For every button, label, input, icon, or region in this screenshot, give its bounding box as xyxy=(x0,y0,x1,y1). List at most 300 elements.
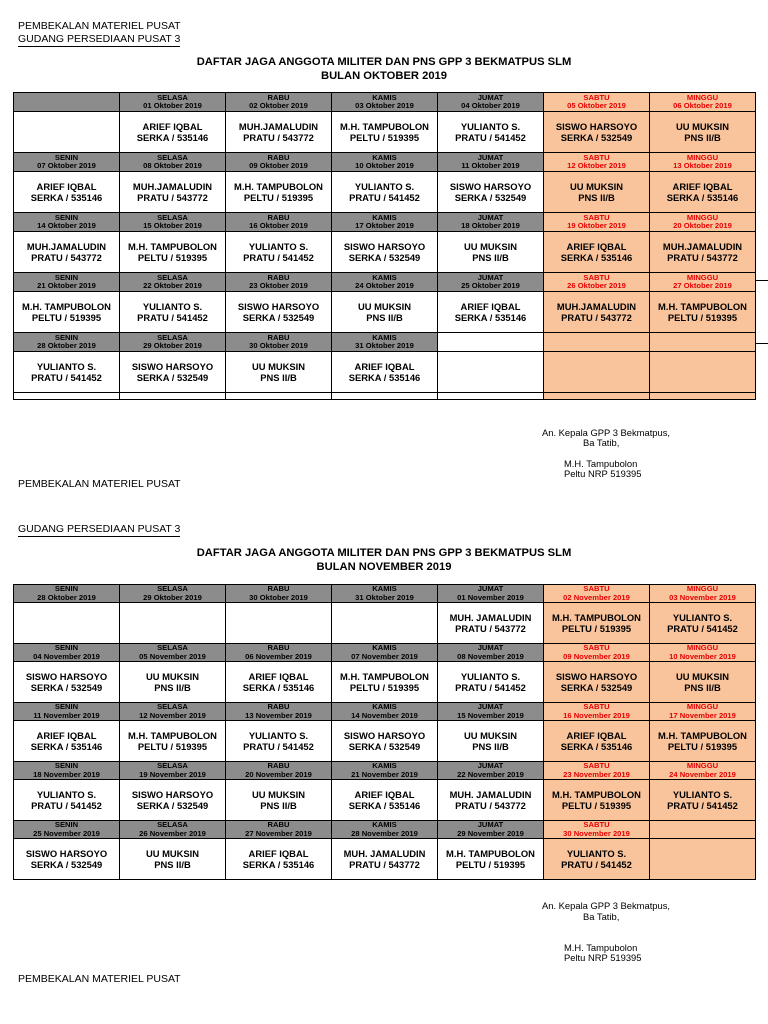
officer-rank-nrp: PELTU / 519395 xyxy=(243,192,314,203)
signature-nrp: Peltu NRP 519395 xyxy=(564,468,642,479)
day-date: 28 November 2019 xyxy=(351,828,418,838)
signature-nrp-2: Peltu NRP 519395 xyxy=(564,952,642,963)
duty-cell xyxy=(650,172,756,213)
officer-rank-nrp: PRATU / 541452 xyxy=(31,800,102,811)
officer-name: YULIANTO S. xyxy=(248,729,309,741)
day-header-cell xyxy=(14,153,120,172)
day-date: 30 Oktober 2019 xyxy=(249,341,308,350)
trailing-row xyxy=(14,393,756,400)
duty-cell xyxy=(14,839,120,880)
day-date: 01 Oktober 2019 xyxy=(143,101,202,110)
officer-name: M.H. TAMPUBOLON xyxy=(128,729,217,741)
officer-rank-nrp: PRATU / 543772 xyxy=(455,800,526,811)
day-date: 09 Oktober 2019 xyxy=(249,161,308,170)
duty-cell xyxy=(14,721,120,762)
day-name: SENIN xyxy=(54,152,79,162)
day-date: 23 November 2019 xyxy=(563,769,630,779)
officer-name: UU MUKSIN xyxy=(463,240,518,252)
november-roster-table xyxy=(13,584,756,880)
day-date: 24 November 2019 xyxy=(669,769,736,779)
day-date: 21 November 2019 xyxy=(351,769,418,779)
day-date: 07 November 2019 xyxy=(351,651,418,661)
day-name: MINGGU xyxy=(686,761,719,770)
empty-cell xyxy=(14,393,120,400)
day-name: SABTU xyxy=(583,92,610,102)
day-name: RABU xyxy=(267,332,290,342)
officer-name: YULIANTO S. xyxy=(672,611,733,623)
day-name: KAMIS xyxy=(372,92,397,102)
officer-name: MUH.JAMALUDIN xyxy=(132,180,213,192)
duty-cell xyxy=(650,662,756,703)
duty-cell xyxy=(226,352,332,393)
november-month: BULAN NOVEMBER 2019 xyxy=(316,561,452,573)
signature-title-2: An. Kepala GPP 3 Bekmatpus, xyxy=(542,900,671,911)
day-header-cell xyxy=(120,762,226,780)
day-date: 22 Oktober 2019 xyxy=(143,281,202,290)
duty-row xyxy=(14,721,756,762)
day-date: 04 Oktober 2019 xyxy=(461,101,520,110)
footer-org-2: PEMBEKALAN MATERIEL PUSAT xyxy=(18,973,181,985)
officer-name: MUH.JAMALUDIN xyxy=(556,300,637,312)
day-date: 28 Oktober 2019 xyxy=(37,341,96,350)
officer-rank-nrp: PELTU / 519395 xyxy=(667,741,738,752)
officer-name: ARIEF IQBAL xyxy=(248,847,309,859)
day-date: 25 Oktober 2019 xyxy=(461,281,520,290)
day-date: 08 Oktober 2019 xyxy=(143,161,202,170)
duty-cell xyxy=(120,721,226,762)
officer-name: M.H. TAMPUBOLON xyxy=(340,120,429,132)
duty-cell xyxy=(650,232,756,273)
officer-name: YULIANTO S. xyxy=(672,788,733,800)
day-header-cell xyxy=(332,93,438,112)
day-header-cell xyxy=(226,93,332,112)
officer-name: SISWO HARSOYO xyxy=(343,729,426,741)
officer-rank-nrp: PRATU / 543772 xyxy=(561,312,632,323)
day-name: KAMIS xyxy=(372,332,397,342)
november-title: DAFTAR JAGA ANGGOTA MILITER DAN PNS GPP 3 BEKMATPUS SLM xyxy=(196,547,572,559)
day-date: 09 November 2019 xyxy=(563,651,630,661)
officer-rank-nrp: SERKA / 532549 xyxy=(560,132,633,143)
day-date: 16 November 2019 xyxy=(563,710,630,720)
officer-rank-nrp: PELTU / 519395 xyxy=(667,312,738,323)
day-name: JUMAT xyxy=(477,212,504,222)
day-header-cell xyxy=(650,644,756,662)
officer-rank-nrp: PRATU / 541452 xyxy=(667,800,738,811)
day-date: 31 Oktober 2019 xyxy=(355,341,414,350)
officer-rank-nrp: PELTU / 519395 xyxy=(137,252,208,263)
day-date: 27 November 2019 xyxy=(245,828,312,838)
duty-cell xyxy=(650,292,756,333)
day-header-cell xyxy=(650,762,756,780)
officer-name: UU MUKSIN xyxy=(357,300,412,312)
day-name: KAMIS xyxy=(372,584,397,593)
day-name: JUMAT xyxy=(477,92,504,102)
duty-cell xyxy=(332,112,438,153)
duty-cell xyxy=(438,662,544,703)
day-date: 03 Oktober 2019 xyxy=(355,101,414,110)
day-date: 17 November 2019 xyxy=(669,710,736,720)
officer-rank-nrp: SERKA / 535146 xyxy=(560,741,633,752)
day-date: 22 November 2019 xyxy=(457,769,524,779)
day-header-cell xyxy=(120,585,226,603)
day-header-row xyxy=(14,153,756,172)
duty-cell xyxy=(120,839,226,880)
duty-cell xyxy=(332,232,438,273)
officer-name: UU MUKSIN xyxy=(251,360,306,372)
duty-cell xyxy=(332,172,438,213)
officer-rank-nrp: SERKA / 535146 xyxy=(30,192,103,203)
day-date: 08 November 2019 xyxy=(457,651,524,661)
officer-rank-nrp: SERKA / 532549 xyxy=(560,682,633,693)
officer-name: SISWO HARSOYO xyxy=(237,300,320,312)
duty-cell xyxy=(544,780,650,821)
day-header-cell xyxy=(120,213,226,232)
day-header-row xyxy=(14,703,756,721)
officer-name: SISWO HARSOYO xyxy=(449,180,532,192)
day-header-cell xyxy=(120,273,226,292)
officer-name: UU MUKSIN xyxy=(251,788,306,800)
day-date: 10 November 2019 xyxy=(669,651,736,661)
officer-name: M.H. TAMPUBOLON xyxy=(128,240,217,252)
officer-rank-nrp: PRATU / 541452 xyxy=(31,372,102,383)
duty-cell xyxy=(650,352,756,393)
officer-name: ARIEF IQBAL xyxy=(354,788,415,800)
day-name: MINGGU xyxy=(686,272,719,282)
day-name: RABU xyxy=(267,584,290,593)
duty-cell xyxy=(544,292,650,333)
officer-rank-nrp: SERKA / 535146 xyxy=(454,312,527,323)
officer-name: SISWO HARSOYO xyxy=(25,847,108,859)
officer-rank-nrp: PELTU / 519395 xyxy=(455,859,526,870)
duty-cell xyxy=(226,780,332,821)
day-date: 01 November 2019 xyxy=(457,592,524,602)
officer-rank-nrp: SERKA / 535146 xyxy=(136,132,209,143)
duty-cell xyxy=(544,721,650,762)
officer-name: M.H. TAMPUBOLON xyxy=(22,300,111,312)
day-name: JUMAT xyxy=(477,761,504,770)
footer-org: PEMBEKALAN MATERIEL PUSAT xyxy=(18,478,181,490)
duty-cell xyxy=(438,839,544,880)
empty-cell xyxy=(226,393,332,400)
day-name: RABU xyxy=(267,702,290,711)
duty-cell xyxy=(14,232,120,273)
day-date: 03 November 2019 xyxy=(669,592,736,602)
duty-row xyxy=(14,662,756,703)
day-header-cell xyxy=(650,93,756,112)
day-name: SABTU xyxy=(583,272,610,282)
duty-cell xyxy=(226,721,332,762)
officer-name: ARIEF IQBAL xyxy=(566,240,627,252)
duty-cell xyxy=(14,292,120,333)
duty-cell xyxy=(438,172,544,213)
duty-cell xyxy=(226,112,332,153)
day-name: RABU xyxy=(267,212,290,222)
day-name: MINGGU xyxy=(686,152,719,162)
day-name: RABU xyxy=(267,643,290,652)
officer-name: M.H. TAMPUBOLON xyxy=(552,611,641,623)
officer-rank-nrp: PRATU / 543772 xyxy=(243,132,314,143)
day-name: SABTU xyxy=(583,820,610,829)
officer-rank-nrp: PELTU / 519395 xyxy=(349,132,420,143)
officer-name: SISWO HARSOYO xyxy=(131,788,214,800)
officer-name: MUH.JAMALUDIN xyxy=(238,120,319,132)
day-header-row xyxy=(14,821,756,839)
officer-rank-nrp: PNS II/B xyxy=(260,800,297,811)
day-date: 12 November 2019 xyxy=(139,710,206,720)
duty-cell xyxy=(544,112,650,153)
day-name: KAMIS xyxy=(372,272,397,282)
day-date: 04 November 2019 xyxy=(33,651,100,661)
day-name: JUMAT xyxy=(477,820,504,829)
empty-cell xyxy=(332,393,438,400)
duty-cell xyxy=(120,603,226,644)
day-date: 30 November 2019 xyxy=(563,828,630,838)
day-header-cell xyxy=(544,93,650,112)
duty-cell xyxy=(438,112,544,153)
officer-name: UU MUKSIN xyxy=(675,120,730,132)
day-name: KAMIS xyxy=(372,761,397,770)
duty-cell xyxy=(650,603,756,644)
duty-cell xyxy=(650,112,756,153)
day-header-cell xyxy=(544,644,650,662)
duty-cell xyxy=(14,112,120,153)
day-name: RABU xyxy=(267,272,290,282)
duty-cell xyxy=(120,662,226,703)
day-name: KAMIS xyxy=(372,702,397,711)
officer-rank-nrp: PRATU / 541452 xyxy=(455,682,526,693)
day-name: SELASA xyxy=(157,643,188,652)
org-subunit-2: GUDANG PERSEDIAAN PUSAT 3 xyxy=(18,523,181,535)
empty-cell xyxy=(544,393,650,400)
day-header-cell xyxy=(226,213,332,232)
duty-cell xyxy=(14,172,120,213)
duty-cell xyxy=(226,603,332,644)
duty-cell xyxy=(438,232,544,273)
day-header-cell xyxy=(544,153,650,172)
day-header-cell xyxy=(650,273,756,292)
officer-name: ARIEF IQBAL xyxy=(142,120,203,132)
empty-cell xyxy=(438,393,544,400)
day-name: SABTU xyxy=(583,702,610,711)
day-header-cell xyxy=(438,762,544,780)
day-header-cell xyxy=(14,273,120,292)
day-header-cell xyxy=(120,333,226,352)
day-header-row xyxy=(14,273,756,292)
day-date: 19 November 2019 xyxy=(139,769,206,779)
duty-cell xyxy=(14,780,120,821)
day-date: 12 Oktober 2019 xyxy=(567,161,626,170)
duty-cell xyxy=(226,839,332,880)
day-name: SENIN xyxy=(54,761,79,770)
day-date: 06 November 2019 xyxy=(245,651,312,661)
day-date: 28 Oktober 2019 xyxy=(37,592,96,602)
day-date: 14 Oktober 2019 xyxy=(37,221,96,230)
day-header-cell xyxy=(544,821,650,839)
day-header-cell xyxy=(332,703,438,721)
officer-rank-nrp: PRATU / 541452 xyxy=(667,623,738,634)
officer-rank-nrp: PRATU / 543772 xyxy=(667,252,738,263)
day-header-cell xyxy=(14,762,120,780)
officer-rank-nrp: PELTU / 519395 xyxy=(349,682,420,693)
day-name: KAMIS xyxy=(372,212,397,222)
officer-name: UU MUKSIN xyxy=(675,670,730,682)
empty-cell xyxy=(650,393,756,400)
day-header-cell xyxy=(120,644,226,662)
officer-rank-nrp: SERKA / 532549 xyxy=(348,252,421,263)
day-name: SENIN xyxy=(54,332,79,342)
day-name: SELASA xyxy=(157,332,188,342)
officer-rank-nrp: PRATU / 541452 xyxy=(349,192,420,203)
officer-rank-nrp: PNS II/B xyxy=(154,682,191,693)
officer-name: ARIEF IQBAL xyxy=(460,300,521,312)
duty-row xyxy=(14,232,756,273)
signature-office: Ba Tatib, xyxy=(583,437,620,448)
duty-row xyxy=(14,603,756,644)
duty-cell xyxy=(120,292,226,333)
day-name: SABTU xyxy=(583,152,610,162)
duty-cell xyxy=(226,172,332,213)
officer-name: YULIANTO S. xyxy=(142,300,203,312)
officer-rank-nrp: SERKA / 535146 xyxy=(560,252,633,263)
officer-rank-nrp: SERKA / 532549 xyxy=(242,312,315,323)
duty-cell xyxy=(332,780,438,821)
day-date: 06 Oktober 2019 xyxy=(673,101,732,110)
day-date: 29 Oktober 2019 xyxy=(143,341,202,350)
duty-cell xyxy=(438,721,544,762)
officer-name: M.H. TAMPUBOLON xyxy=(234,180,323,192)
officer-name: UU MUKSIN xyxy=(145,670,200,682)
day-header-cell xyxy=(650,821,756,839)
officer-name: ARIEF IQBAL xyxy=(36,729,97,741)
day-name: SABTU xyxy=(583,761,610,770)
day-date: 26 Oktober 2019 xyxy=(567,281,626,290)
duty-cell xyxy=(650,839,756,880)
officer-rank-nrp: PRATU / 543772 xyxy=(349,859,420,870)
day-date: 11 Oktober 2019 xyxy=(461,161,520,170)
day-date: 14 November 2019 xyxy=(351,710,418,720)
day-name: RABU xyxy=(267,820,290,829)
day-header-cell xyxy=(544,273,650,292)
day-header-cell xyxy=(14,644,120,662)
day-header-cell xyxy=(14,821,120,839)
day-header-cell xyxy=(438,585,544,603)
officer-rank-nrp: PNS II/B xyxy=(154,859,191,870)
officer-name: UU MUKSIN xyxy=(463,729,518,741)
day-header-cell xyxy=(120,821,226,839)
day-date: 19 Oktober 2019 xyxy=(567,221,626,230)
day-name: SABTU xyxy=(583,643,610,652)
day-header-row xyxy=(14,762,756,780)
day-date: 27 Oktober 2019 xyxy=(673,281,732,290)
day-name: JUMAT xyxy=(477,702,504,711)
day-name: MINGGU xyxy=(686,92,719,102)
officer-name: MUH. JAMALUDIN xyxy=(449,788,532,800)
signature-title: An. Kepala GPP 3 Bekmatpus, xyxy=(542,427,671,438)
officer-rank-nrp: PRATU / 543772 xyxy=(455,623,526,634)
duty-cell xyxy=(332,292,438,333)
day-name: SELASA xyxy=(157,584,188,593)
day-header-cell xyxy=(332,762,438,780)
day-date: 15 November 2019 xyxy=(457,710,524,720)
officer-name: ARIEF IQBAL xyxy=(248,670,309,682)
day-name: SENIN xyxy=(54,820,79,829)
officer-name: M.H. TAMPUBOLON xyxy=(658,729,747,741)
duty-cell xyxy=(120,352,226,393)
day-name: SELASA xyxy=(157,820,188,829)
duty-cell xyxy=(14,352,120,393)
day-header-cell xyxy=(14,93,120,112)
officer-rank-nrp: PNS II/B xyxy=(472,252,509,263)
day-name: RABU xyxy=(267,761,290,770)
day-date: 10 Oktober 2019 xyxy=(355,161,414,170)
day-date: 05 November 2019 xyxy=(139,651,206,661)
day-name: SENIN xyxy=(54,584,79,593)
day-name: KAMIS xyxy=(372,643,397,652)
day-name: SABTU xyxy=(583,212,610,222)
duty-cell xyxy=(544,172,650,213)
day-date: 02 November 2019 xyxy=(563,592,630,602)
day-header-cell xyxy=(544,333,650,352)
day-header-row xyxy=(14,93,756,112)
day-header-cell xyxy=(120,703,226,721)
signature-name: M.H. Tampubolon xyxy=(564,458,638,469)
day-name: SABTU xyxy=(583,584,610,593)
officer-name: MUH. JAMALUDIN xyxy=(449,611,532,623)
day-name: SENIN xyxy=(54,702,79,711)
day-name: JUMAT xyxy=(477,584,504,593)
officer-name: MUH. JAMALUDIN xyxy=(343,847,426,859)
officer-rank-nrp: PRATU / 541452 xyxy=(137,312,208,323)
day-name: SELASA xyxy=(157,702,188,711)
officer-name: UU MUKSIN xyxy=(145,847,200,859)
officer-rank-nrp: PNS II/B xyxy=(684,682,721,693)
duty-cell xyxy=(438,292,544,333)
day-header-row xyxy=(14,585,756,603)
officer-name: UU MUKSIN xyxy=(569,180,624,192)
duty-row xyxy=(14,172,756,213)
day-header-cell xyxy=(226,703,332,721)
duty-cell xyxy=(226,662,332,703)
officer-rank-nrp: PNS II/B xyxy=(260,372,297,383)
officer-rank-nrp: SERKA / 535146 xyxy=(242,682,315,693)
duty-cell xyxy=(120,232,226,273)
day-header-cell xyxy=(544,703,650,721)
day-header-cell xyxy=(650,213,756,232)
table-edge-line xyxy=(755,280,768,281)
day-header-cell xyxy=(14,703,120,721)
day-date: 05 Oktober 2019 xyxy=(567,101,626,110)
day-header-row xyxy=(14,644,756,662)
day-date: 31 Oktober 2019 xyxy=(355,592,414,602)
officer-rank-nrp: PRATU / 541452 xyxy=(561,859,632,870)
day-name: MINGGU xyxy=(686,643,719,652)
day-date: 13 Oktober 2019 xyxy=(673,161,732,170)
day-header-cell xyxy=(14,213,120,232)
officer-rank-nrp: SERKA / 532549 xyxy=(136,800,209,811)
day-name: MINGGU xyxy=(686,584,719,593)
officer-name: YULIANTO S. xyxy=(460,120,521,132)
duty-cell xyxy=(438,352,544,393)
duty-cell xyxy=(332,721,438,762)
day-name: MINGGU xyxy=(686,702,719,711)
officer-name: SISWO HARSOYO xyxy=(555,120,638,132)
day-date: 20 November 2019 xyxy=(245,769,312,779)
officer-rank-nrp: SERKA / 535146 xyxy=(666,192,739,203)
officer-rank-nrp: PELTU / 519395 xyxy=(561,623,632,634)
day-date: 30 Oktober 2019 xyxy=(249,592,308,602)
day-header-cell xyxy=(332,273,438,292)
day-name: SELASA xyxy=(157,761,188,770)
